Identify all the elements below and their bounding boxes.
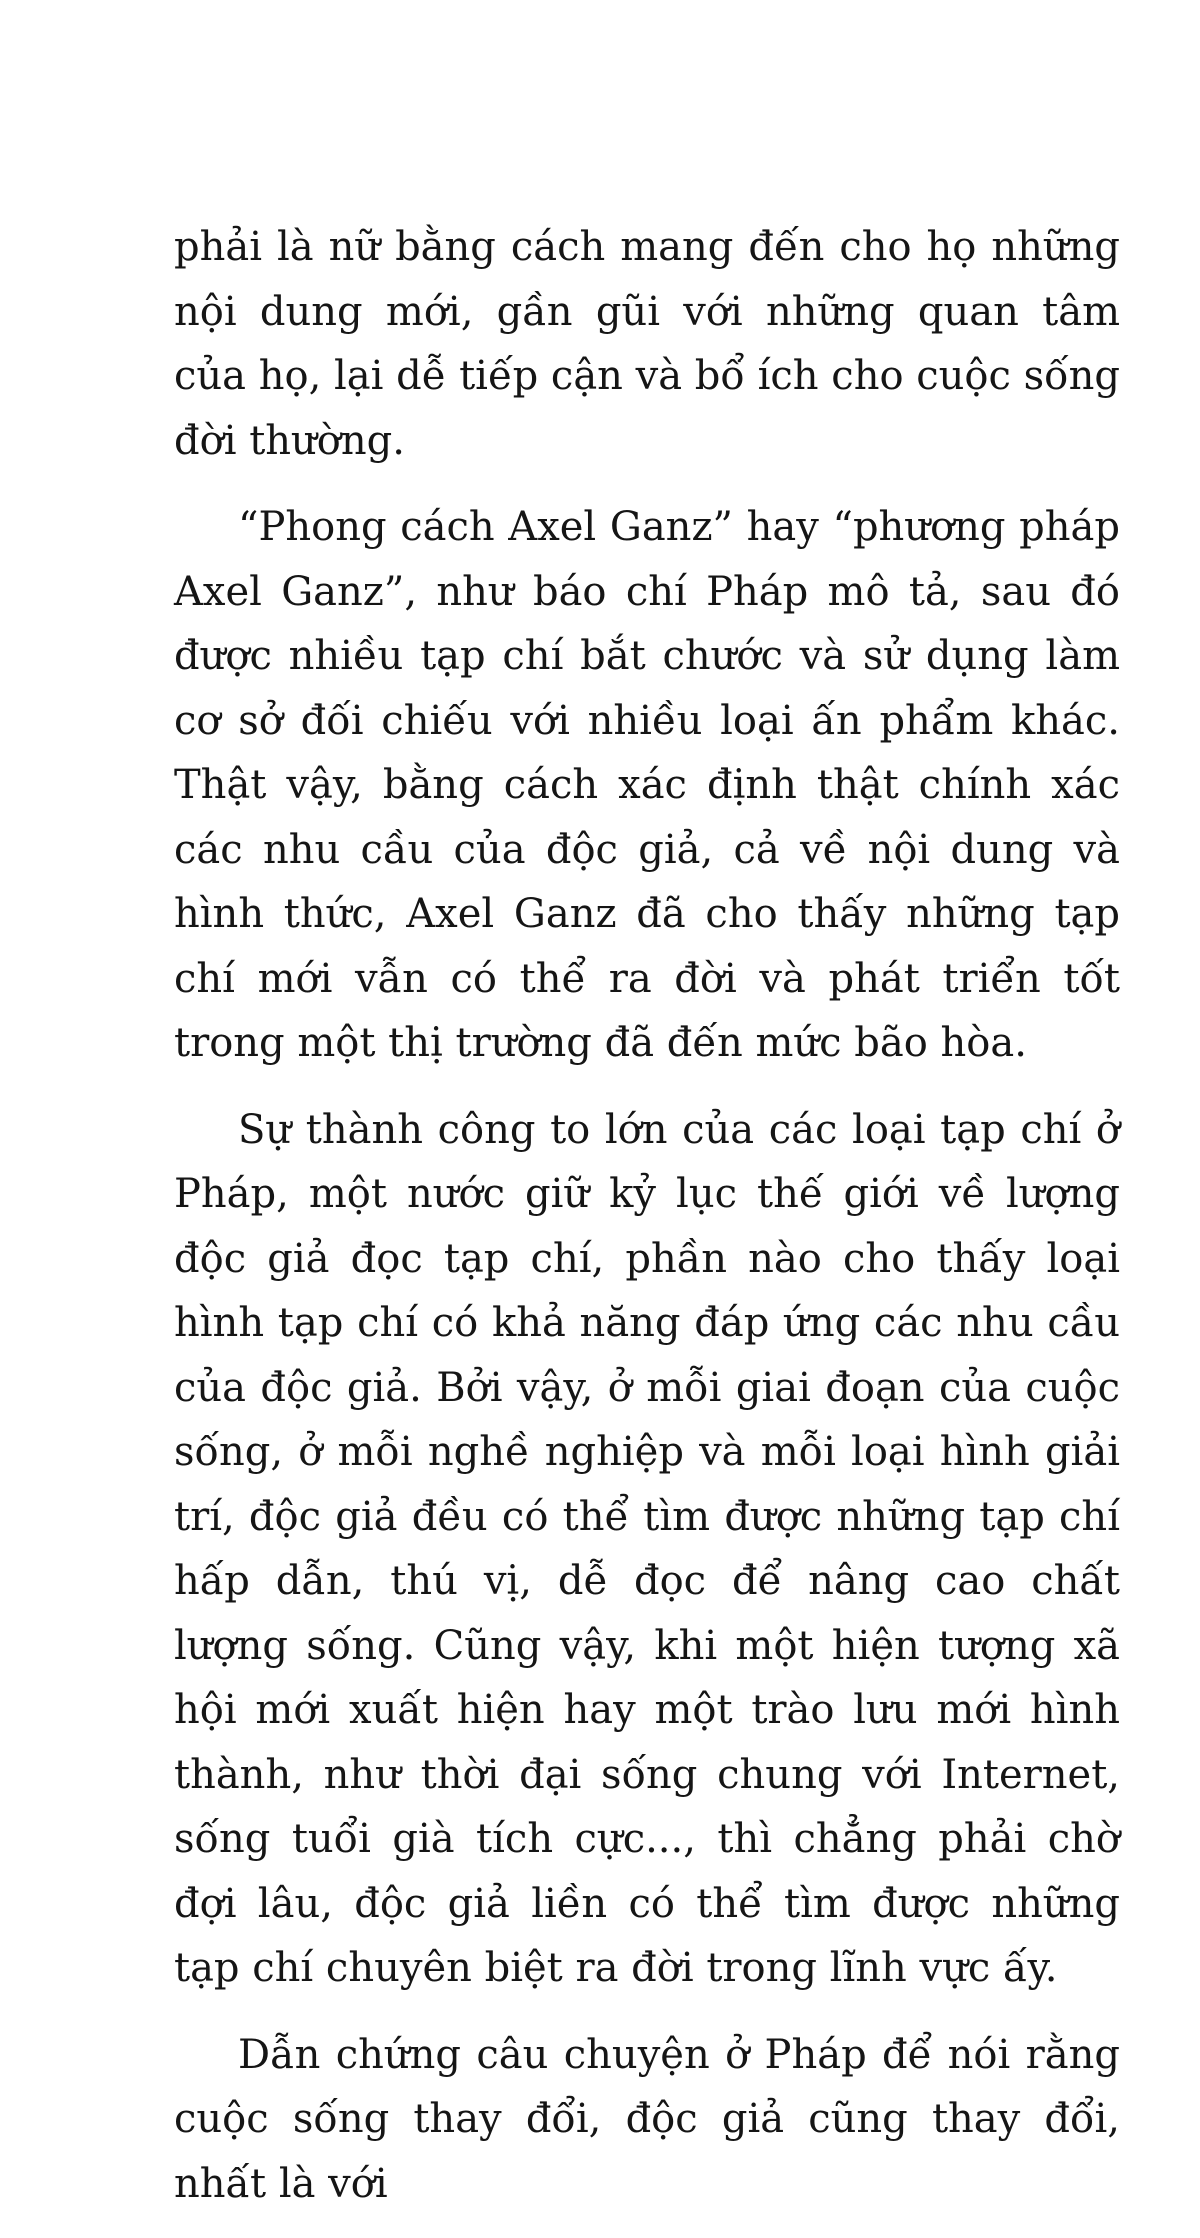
body-text [174, 215, 1120, 2238]
paragraph-axel-ganz-style: “Phong cách Axel Ganz” hay “phương pháp Axel Ganz”, như báo chí Pháp mô tả, sau đó được nhiều tạp chí bắt chước và sử dụng làm cơ sở đối chiếu với nhiều loại ấn phẩm khác. Thật vậy, bằng cách xác định thật chính xác các nhu cầu của độc giả, cả về nội dung và hình thức, Axel Ganz đã cho thấy những tạp chí mới vẫn có thể ra đời và phát triển tốt trong một thị trường đã đến mức bão hòa. [174, 504, 1120, 1066]
paragraph-continuation: phải là nữ bằng cách mang đến cho họ những nội dung mới, gần gũi với những quan tâm của họ, lại dễ tiếp cận và bổ ích cho cuộc sống đời thường. [174, 224, 1120, 464]
paragraph-magazine-success: Sự thành công to lớn của các loại tạp chí ở Pháp, một nước giữ kỷ lục thế giới về lượng độc giả đọc tạp chí, phần nào cho thấy loại hình tạp chí có khả năng đáp ứng các nhu cầu của độc giả. Bởi vậy, ở mỗi giai đoạn của cuộc sống, ở mỗi nghề nghiệp và mỗi loại hình giải trí, độc giả đều có thể tìm được những tạp chí hấp dẫn, thú vị, dễ đọc để nâng cao chất lượng sống. Cũng vậy, khi một hiện tượng xã hội mới xuất hiện hay một trào lưu mới hình thành, như thời đại sống chung với Internet, sống tuổi già tích cực..., thì chẳng phải chờ đợi lâu, độc giả liền có thể tìm được những tạp chí chuyên biệt ra đời trong lĩnh vực ấy. [174, 1106, 1120, 1991]
paragraph-france-example: Dẫn chứng câu chuyện ở Pháp để nói rằng cuộc sống thay đổi, độc giả cũng thay đổi, nhất là với [174, 2031, 1120, 2207]
